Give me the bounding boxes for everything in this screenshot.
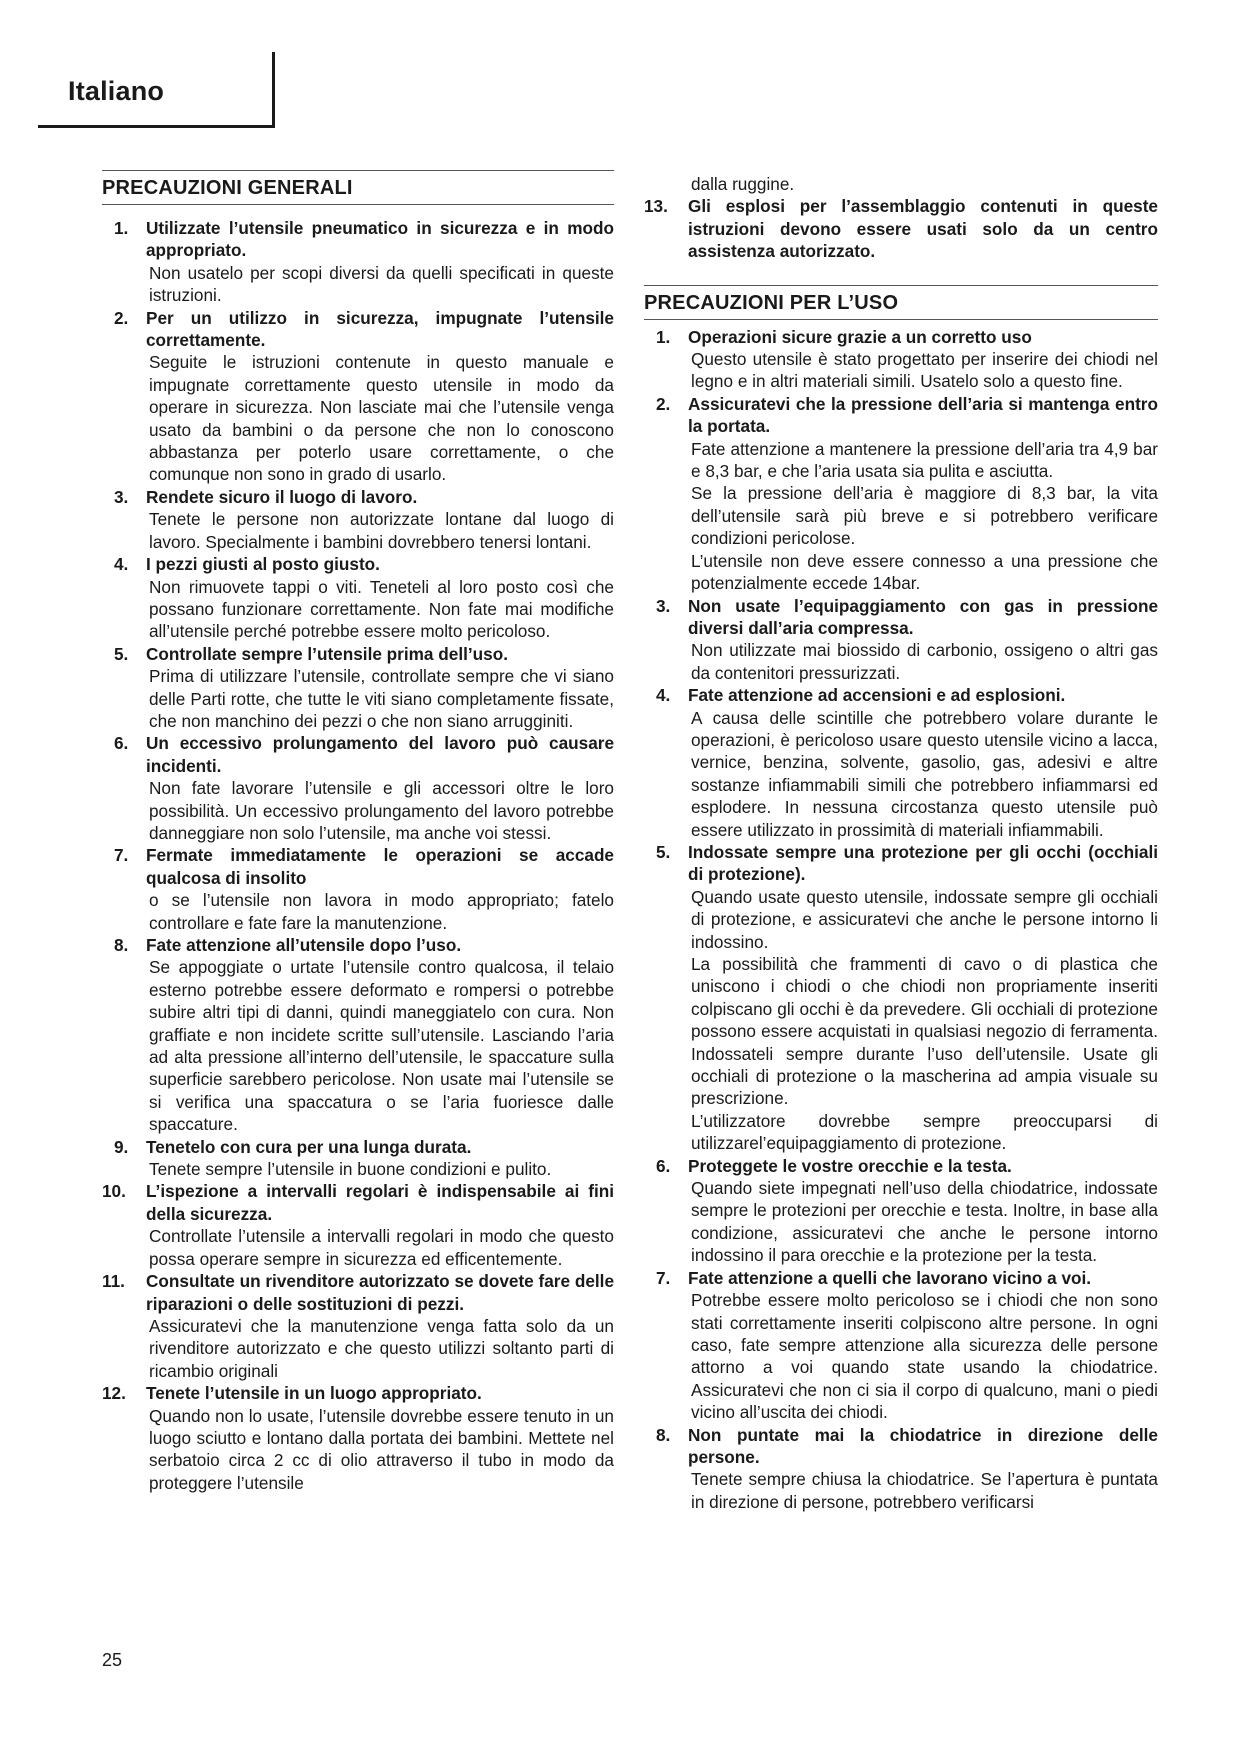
item-body: Tenete sempre l’utensile in buone condizioni e pulito.: [149, 1159, 552, 1180]
section-heading-general-precautions: PRECAUZIONI GENERALI: [102, 170, 614, 205]
list-item: [644, 326, 1158, 393]
general-precautions-list: [102, 217, 614, 1494]
list-item: [102, 1270, 614, 1382]
item-body: Fate attenzione a mantenere la pressione dell’aria tra 4,9 bar e 8,3 bar, e che l’aria usata sia pulita e asciutta.: [691, 438, 1158, 482]
item-title: Fate attenzione ad accensioni e ad esplosioni.: [688, 685, 1066, 706]
item-body: A causa delle scintille che potrebbero volare durante le operazioni, è pericoloso usare questo utensile vicino a lacca, vernice, benzina, solvente, gasolio, gas, adesivi e altre sostanze infiammabili simili che potrebbero infiammarsi ed esplodere. In nessuna circostanza questo utensile può essere utilizzato in prossimità di materiali infiammabili.: [691, 707, 1158, 840]
item-title: Tenetelo con cura per una lunga durata.: [146, 1136, 472, 1157]
list-item: [102, 553, 614, 643]
item-title: Non puntate mai la chiodatrice in direzione delle persone.: [688, 1424, 1158, 1467]
item-number: 12.: [102, 1383, 126, 1404]
item-body: Assicuratevi che la manutenzione venga fatta solo da un rivenditore autorizzato e che questo utilizzi soltanto parti di ricambio originali: [149, 1315, 614, 1381]
continuation-text: dalla ruggine.: [691, 174, 795, 194]
language-label: Italiano: [68, 76, 165, 106]
item-title: Operazioni sicure grazie a un corretto uso: [688, 326, 1032, 347]
item-number: 4.: [656, 685, 671, 706]
item-body: Tenete le persone non autorizzate lontane dal luogo di lavoro. Specialmente i bambini dovrebbero tenersi lontani.: [149, 509, 614, 552]
item-body: L’utensile non deve essere connesso a una pressione che potenzialmente eccede 14bar.: [691, 550, 1158, 594]
item-number: 7.: [656, 1267, 671, 1288]
item-body: La possibilità che frammenti di cavo o di plastica che uniscono i chiodi o che chiodi non propriamente inseriti colpiscano gli occhi è da prevedere. Gli occhiali di protezione possono essere acquistati in qualsiasi negozio di ferramenta. Indossateli sempre durante l’uso dell’utensile. Usate gli occhiali di protezione o la mascherina ad ampia visuale su prescrizione.: [691, 954, 1158, 1109]
right-column: [644, 173, 1158, 1513]
item-body: Se la pressione dell’aria è maggiore di 8,3 bar, la vita dell’utensile sarà più breve e si potrebbero verificare condizioni pericolose.: [691, 483, 1158, 549]
item-number: 5.: [114, 643, 129, 664]
item-number: 13.: [644, 196, 668, 217]
item-title: Controllate sempre l’utensile prima dell’uso.: [146, 643, 508, 664]
item-body: Prima di utilizzare l’utensile, controllate sempre che vi siano delle Parti rotte, che tutte le viti siano completamente fissate, che non manchino dei pezzi o che non siano arrugginiti.: [149, 666, 614, 731]
item-title: Rendete sicuro il luogo di lavoro.: [146, 486, 418, 507]
item-body: Non utilizzate mai biossido di carbonio, ossigeno o altri gas da contenitori pressurizzati.: [691, 640, 1158, 683]
list-item: [102, 307, 614, 486]
list-item: [644, 393, 1158, 595]
item-number: 11.: [102, 1271, 125, 1292]
item-number: 4.: [114, 554, 129, 575]
item-number: 5.: [656, 841, 671, 862]
item-title: Fate attenzione all’utensile dopo l’uso.: [146, 935, 462, 955]
item-title: Fate attenzione a quelli che lavorano vicino a voi.: [688, 1267, 1092, 1288]
list-item: [644, 595, 1158, 685]
item-title: I pezzi giusti al posto giusto.: [146, 554, 380, 575]
item-number: 3.: [114, 486, 129, 507]
item-body: Potrebbe essere molto pericoloso se i chiodi che non sono stati correttamente inseriti colpiscono altre persone. In ogni caso, fate sempre attenzione alla sicurezza delle persone attorno a voi quando state usando la chiodatrice. Assicuratevi che non ci sia il corpo di qualcuno, mani o piedi vicino all’uscita dei chiodi.: [691, 1290, 1158, 1423]
item-body: Seguite le istruzioni contenute in questo manuale e impugnate correttamente questo utensile in modo da operare in sicurezza. Non lasciate mai che l’utensile venga usato da bambini o da persone che non lo conoscono abbastanza per poterlo usare correttamente, o che comunque non sono in grado di usarlo.: [149, 352, 614, 485]
item-body: Quando siete impegnati nell’uso della chiodatrice, indossate sempre le protezioni per orecchie e testa. Inoltre, in base alla condizione, assicuratevi che anche le persone intorno indossino il para orecchie e la protezione per la testa.: [691, 1178, 1158, 1266]
list-item: [102, 486, 614, 553]
item-body: Questo utensile è stato progettato per inserire dei chiodi nel legno e in altri materiali simili. Usatelo solo a questo fine.: [691, 349, 1158, 392]
list-item: [102, 217, 614, 307]
item-body: Non rimuovete tappi o viti. Teneteli al loro posto così che possano funzionare correttamente. Non fate mai modifiche all’utensile perché potrebbe essere molto pericoloso.: [149, 576, 614, 642]
list-item: [644, 1424, 1158, 1514]
item-title: L’ispezione a intervalli regolari è indispensabile ai fini della sicurezza.: [146, 1181, 614, 1224]
list-item: [644, 684, 1158, 841]
item-number: 6.: [656, 1155, 671, 1176]
item-number: 7.: [114, 845, 129, 866]
item-body: Non usatelo per scopi diversi da quelli specificati in queste istruzioni.: [149, 262, 614, 306]
item-title: Per un utilizzo in sicurezza, impugnate l’utensile correttamente.: [146, 307, 614, 351]
item-number: 8.: [656, 1424, 671, 1445]
item-title: Gli esplosi per l’assemblaggio contenuti in queste istruzioni devono essere usati solo da un centro assistenza autorizzato.: [688, 196, 1158, 262]
list-item: [102, 1382, 614, 1494]
list-item: [644, 841, 1158, 1155]
list-item: [102, 934, 614, 1136]
item-number: 1.: [656, 326, 671, 347]
item-title: Proteggete le vostre orecchie e la testa.: [688, 1155, 1012, 1176]
item-title: Assicuratevi che la pressione dell’aria si mantenga entro la portata.: [688, 393, 1158, 437]
item-title: Un eccessivo prolungamento del lavoro può causare incidenti.: [146, 733, 614, 776]
item-body: Se appoggiate o urtate l’utensile contro qualcosa, il telaio esterno potrebbe essere deformato e rompersi o potrebbe subire altri tipi di danni, quindi maneggiatelo con cura. Non graffiate e non incidete scritte sull’utensile. Lasciando l’aria ad alta pressione all’interno dell’utensile, le spaccature sulla superficie sarebbero pericolose. Non usate mai l’utensile se si verifica una spaccatura o se l’aria fuoriesce dalle spaccature.: [149, 957, 614, 1135]
item-number: 2.: [114, 307, 129, 328]
item-title: Consultate un rivenditore autorizzato se dovete fare delle riparazioni o delle sostituzioni di pezzi.: [146, 1271, 614, 1314]
list-item: [102, 844, 614, 934]
list-item: [644, 1267, 1158, 1424]
item-title: Utilizzate l’utensile pneumatico in sicurezza e in modo appropriato.: [146, 218, 614, 261]
list-item: [102, 732, 614, 844]
item-number: 9.: [114, 1136, 129, 1157]
item-body: Non fate lavorare l’utensile e gli accessori oltre le loro possibilità. Un eccessivo prolungamento del lavoro potrebbe danneggiare non solo l’utensile, ma anche voi stessi.: [149, 778, 614, 843]
item-title: Indossate sempre una protezione per gli occhi (occhiali di protezione).: [688, 841, 1158, 885]
section-heading-usage-precautions: PRECAUZIONI PER L’USO: [644, 285, 1158, 320]
item-body: Tenete sempre chiusa la chiodatrice. Se l’apertura è puntata in direzione di persone, potrebbero verificarsi: [691, 1469, 1158, 1512]
item-body: Quando usate questo utensile, indossate sempre gli occhiali di protezione, e assicuratevi che anche le persone intorno li indossino.: [691, 886, 1158, 952]
item-body: Controllate l’utensile a intervalli regolari in modo che questo possa operare sempre in sicurezza ed efficentemente.: [149, 1226, 614, 1269]
list-item: [102, 1136, 614, 1181]
list-item: [102, 1180, 614, 1270]
item-title: Tenete l’utensile in un luogo appropriato.: [146, 1383, 482, 1404]
item-body: o se l’utensile non lavora in modo appropriato; fatelo controllare e fate fare la manutenzione.: [149, 890, 614, 933]
list-item-13: [644, 195, 1158, 262]
item-number: 8.: [114, 935, 129, 955]
item-title: Fermate immediatamente le operazioni se accade qualcosa di insolito: [146, 845, 614, 888]
item-number: 6.: [114, 733, 129, 754]
item-number: 3.: [656, 595, 671, 616]
usage-precautions-list: [644, 326, 1158, 1514]
item-number: 1.: [114, 218, 129, 238]
left-column: [102, 170, 614, 1494]
item-number: 10.: [102, 1181, 126, 1202]
item-body: Quando non lo usate, l’utensile dovrebbe essere tenuto in un luogo sciutto e lontano dalla portata dei bambini. Mettete nel serbatoio circa 2 cc di olio attraverso il tubo in modo da proteggere l’utensile: [149, 1405, 614, 1493]
page-number: 25: [102, 1650, 123, 1670]
item-number: 2.: [656, 393, 671, 414]
item-title: Non usate l’equipaggiamento con gas in pressione diversi dall’aria compressa.: [688, 595, 1158, 638]
list-item: [102, 643, 614, 733]
list-item: [644, 1155, 1158, 1267]
item-body: L’utilizzatore dovrebbe sempre preoccuparsi di utilizzarel’equipaggiamento di protezione.: [691, 1110, 1158, 1154]
